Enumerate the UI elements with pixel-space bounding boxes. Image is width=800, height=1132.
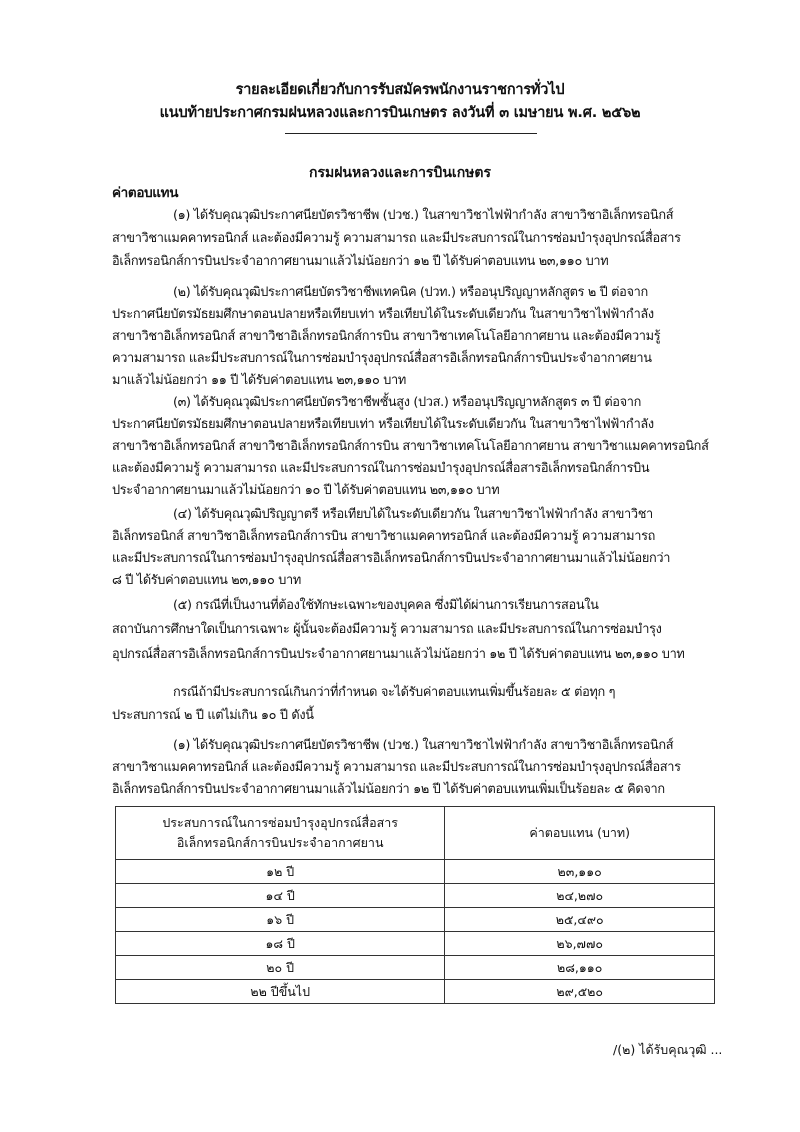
section-heading: ค่าตอบแทน [112,185,179,201]
header-experience [116,807,445,860]
cell-pay: ๒๔,๒๗๐ [445,884,715,908]
cell-experience: ๒๐ ปี [116,956,445,980]
table-row [116,980,715,1004]
paragraph-5-line: อุปกรณ์สื่อสารอิเล็กทรอนิกส์การบินประจำอากาศยานมาแล้วไม่น้อยกว่า ๑๒ ปี ได้รับค่าตอบแทน ๒๓,๑๑๐ บาท [112,647,685,662]
paragraph-5-line: สถาบันการศึกษาใดเป็นการเฉพาะ ผู้นั้นจะต้องมีความรู้ ความสามารถ และมีประสบการณ์ในการซ่อมบำรุง [112,622,662,637]
pay-table [115,806,715,1004]
paragraph-3-line: สาขาวิชาอิเล็กทรอนิกส์ สาขาวิชาอิเล็กทรอนิกส์การบิน สาขาวิชาเทคโนโลยีอากาศยาน สาขาวิชาแมคคาทรอนิกส์ [112,439,709,454]
title-underline [285,133,537,134]
paragraph-1-line: (๑) ได้รับคุณวุฒิประกาศนียบัตรวิชาชีพ (ปวช.) ในสาขาวิชาไฟฟ้ากำลัง สาขาวิชาอิเล็กทรอนิกส์ [173,208,674,223]
paragraph-2-line: สาขาวิชาอิเล็กทรอนิกส์ สาขาวิชาอิเล็กทรอนิกส์การบิน สาขาวิชาเทคโนโลยีอากาศยาน และต้องมีความรู้ [112,329,661,344]
extra-experience-line: ประสบการณ์ ๒ ปี แต่ไม่เกิน ๑๐ ปี ดังนี้ [112,708,314,723]
cell-experience: ๑๖ ปี [116,908,445,932]
document-title: รายละเอียดเกี่ยวกับการรับสมัครพนักงานราชการทั่วไป [235,82,565,98]
cell-experience: ๑๒ ปี [116,860,445,884]
table-row [116,932,715,956]
paragraph-4-line: ๘ ปี ได้รับค่าตอบแทน ๒๓,๑๑๐ บาท [112,573,301,588]
paragraph-1-line: สาขาวิชาแมคคาทรอนิกส์ และต้องมีความรู้ ความสามารถ และมีประสบการณ์ในการซ่อมบำรุงอุปกรณ์สื่อสาร [112,231,681,246]
table-row [116,908,715,932]
paragraph-4-line: และมีประสบการณ์ในการซ่อมบำรุงอุปกรณ์สื่อสารอิเล็กทรอนิกส์การบินประจำอากาศยานมาแล้วไม่น้อยกว่า [112,551,671,566]
cell-pay: ๒๓,๑๑๐ [445,860,715,884]
paragraph-2-line: มาแล้วไม่น้อยกว่า ๑๑ ปี ได้รับค่าตอบแทน ๒๓,๑๑๐ บาท [112,373,406,388]
header-experience-line1: ประสบการณ์ในการซ่อมบำรุงอุปกรณ์สื่อสาร [162,815,398,830]
paragraph-1-line: อิเล็กทรอนิกส์การบินประจำอากาศยานมาแล้วไม่น้อยกว่า ๑๒ ปี ได้รับค่าตอบแทน ๒๓,๑๑๐ บาท [112,254,609,269]
table-row [116,956,715,980]
extra-experience-line: กรณีถ้ามีประสบการณ์เกินกว่าที่กำหนด จะได้รับค่าตอบแทนเพิ่มขึ้นร้อยละ ๕ ต่อทุก ๆ [173,685,616,700]
paragraph-3-line: ประกาศนียบัตรมัธยมศึกษาตอนปลายหรือเทียบเท่า หรือเทียบได้ในระดับเดียวกัน ในสาขาวิชาไฟฟ้ากำลัง [112,417,654,432]
paragraph-3-line: และต้องมีความรู้ ความสามารถ และมีประสบการณ์ในการซ่อมบำรุงอุปกรณ์สื่อสารอิเล็กทรอนิกส์การบิน [112,461,650,476]
cell-pay: ๒๕,๔๙๐ [445,908,715,932]
header-pay: ค่าตอบแทน (บาท) [445,807,715,860]
table-header-row [116,807,715,860]
paragraph-2-line: ประกาศนียบัตรมัธยมศึกษาตอนปลายหรือเทียบเท่า หรือเทียบได้ในระดับเดียวกัน ในสาขาวิชาไฟฟ้ากำลัง [112,307,654,322]
subparagraph-1-line: อิเล็กทรอนิกส์การบินประจำอากาศยานมาแล้วไม่น้อยกว่า ๑๒ ปี ได้รับค่าตอบแทนเพิ่มเป็นร้อยละ ๕ คิดจาก [112,782,665,797]
cell-experience: ๒๒ ปีขึ้นไป [116,980,445,1004]
subparagraph-1-line: (๑) ได้รับคุณวุฒิประกาศนียบัตรวิชาชีพ (ปวช.) ในสาขาวิชาไฟฟ้ากำลัง สาขาวิชาอิเล็กทรอนิกส์ [173,738,674,753]
cell-pay: ๒๙,๕๒๐ [445,980,715,1004]
paragraph-5-line: (๕) กรณีที่เป็นงานที่ต้องใช้ทักษะเฉพาะของบุคคล ซึ่งมิได้ผ่านการเรียนการสอนใน [173,598,599,613]
cell-experience: ๑๘ ปี [116,932,445,956]
paragraph-3-line: ประจำอากาศยานมาแล้วไม่น้อยกว่า ๑๐ ปี ได้รับค่าตอบแทน ๒๓,๑๑๐ บาท [112,483,500,498]
header-experience-line2: อิเล็กทรอนิกส์การบินประจำอากาศยาน [176,835,384,850]
paragraph-2-line: ความสามารถ และมีประสบการณ์ในการซ่อมบำรุงอุปกรณ์สื่อสารอิเล็กทรอนิกส์การบินประจำอากาศยาน [112,351,652,366]
paragraph-4-line: (๔) ได้รับคุณวุฒิปริญญาตรี หรือเทียบได้ในระดับเดียวกัน ในสาขาวิชาไฟฟ้ากำลัง สาขาวิชา [173,507,653,522]
cell-pay: ๒๖,๗๗๐ [445,932,715,956]
subparagraph-1-line: สาขาวิชาแมคคาทรอนิกส์ และต้องมีความรู้ ความสามารถ และมีประสบการณ์ในการซ่อมบำรุงอุปกรณ์สื่อสาร [112,760,681,775]
paragraph-3-line: (๓) ได้รับคุณวุฒิประกาศนียบัตรวิชาชีพชั้นสูง (ปวส.) หรืออนุปริญญาหลักสูตร ๓ ปี ต่อจาก [173,395,642,410]
document-subtitle: แนบท้ายประกาศกรมฝนหลวงและการบินเกษตร ลงวันที่ ๓ เมษายน พ.ศ. ๒๕๖๒ [159,105,641,121]
paragraph-4-line: อิเล็กทรอนิกส์ สาขาวิชาอิเล็กทรอนิกส์การบิน สาขาวิชาแมคคาทรอนิกส์ และต้องมีความรู้ ความสามารถ [112,529,656,544]
department-heading: กรมฝนหลวงและการบินเกษตร [308,165,492,181]
continuation-note: /(๒) ได้รับคุณวุฒิ ... [613,1042,723,1057]
paragraph-2-line: (๒) ได้รับคุณวุฒิประกาศนียบัตรวิชาชีพเทคนิค (ปวท.) หรืออนุปริญญาหลักสูตร ๒ ปี ต่อจาก [173,285,648,300]
table-row [116,884,715,908]
table-row [116,860,715,884]
cell-experience: ๑๔ ปี [116,884,445,908]
cell-pay: ๒๘,๑๑๐ [445,956,715,980]
